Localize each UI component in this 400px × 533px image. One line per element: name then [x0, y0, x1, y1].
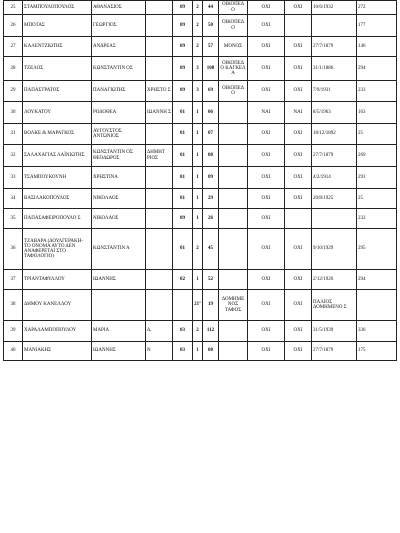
status-a-cell: ΝΑΙ: [248, 102, 285, 124]
status-b-cell: ΟΧΙ: [285, 57, 312, 81]
record-number-cell: 295: [357, 229, 397, 270]
burial-date-cell: 9/10/1929: [312, 229, 357, 270]
grave-number-cell: 26: [203, 209, 219, 229]
record-number-cell: 177: [357, 15, 397, 37]
grave-number-cell: 52: [203, 270, 219, 290]
first-name-cell: [92, 290, 146, 321]
row-code-cell: 2: [193, 15, 203, 37]
status-b-cell: ΟΧΙ: [285, 189, 312, 209]
record-number-cell: 146: [357, 37, 397, 57]
status-a-cell: ΟΧΙ: [248, 145, 285, 167]
row-number: 34: [4, 189, 23, 209]
first-name-cell: ΡΟΔΟΘΕΑ: [92, 102, 146, 124]
section-number-cell: [173, 290, 193, 321]
status-b-cell: ΝΑΙ: [285, 102, 312, 124]
burial-date-cell: 2/12/1926: [312, 270, 357, 290]
burial-date-cell: [312, 15, 357, 37]
row-code-cell: 1: [193, 209, 203, 229]
section-number-cell: 03: [173, 321, 193, 342]
row-code-cell: 3: [193, 57, 203, 81]
table-row: [4, 124, 397, 145]
grave-number-cell: 29: [203, 189, 219, 209]
burial-date-cell: 7/9/1931: [312, 81, 357, 102]
table-row: [4, 270, 397, 290]
table-row: [4, 189, 397, 209]
row-number: 39: [4, 321, 23, 342]
row-code-cell: 2: [193, 321, 203, 342]
status-a-cell: ΟΧΙ: [248, 229, 285, 270]
table-row: [4, 1, 397, 15]
status-a-cell: ΟΧΙ: [248, 209, 285, 229]
burial-date-cell: 31/5/1939: [312, 321, 357, 342]
plot-type-cell: [219, 124, 248, 145]
status-b-cell: ΟΧΙ: [285, 290, 312, 321]
table-row: [4, 102, 397, 124]
plot-type-cell: [219, 321, 248, 342]
plot-type-cell: ΟΙΚΟΠΕΔ Ο: [219, 81, 248, 102]
status-a-cell: ΟΧΙ: [248, 321, 285, 342]
surname-cell: ΒΑΣΙΛΑΚΟΠΟΥΛΟΣ: [23, 189, 92, 209]
status-a-cell: ΟΧΙ: [248, 342, 285, 361]
table-row: [4, 229, 397, 270]
plot-type-cell: [219, 102, 248, 124]
record-number-cell: 163: [357, 102, 397, 124]
grave-number-cell: 08: [203, 145, 219, 167]
father-name-cell: [146, 209, 173, 229]
table-row: [4, 57, 397, 81]
first-name-cell: ΚΩΝΣΤΑΝΤΙΝ Α: [92, 229, 146, 270]
status-a-cell: ΟΧΙ: [248, 167, 285, 189]
father-name-cell: Δ.: [146, 321, 173, 342]
surname-cell: ΜΠΟΤΑΣ: [23, 15, 92, 37]
surname-cell: ΤΖΑΒΑΡΑ (ΔΟΥΛΓΕΡΑΚΗ- ΤΟ ΟΝΟΜΑ ΑΥΤΟ ΔΕΝ ΑΝΑΦΕΡΕΤΑΙ ΣΤΟ ΤΑΦΟΛΟΓΙΟ): [23, 229, 92, 270]
table-row: [4, 145, 397, 167]
row-number: 28: [4, 57, 23, 81]
row-number: 31: [4, 124, 23, 145]
grave-number-cell: 19: [203, 290, 219, 321]
status-a-cell: ΟΧΙ: [248, 290, 285, 321]
father-name-cell: [146, 270, 173, 290]
status-b-cell: [285, 15, 312, 37]
row-code-cell: 1: [193, 124, 203, 145]
surname-cell: ΠΑΠΑΣΑΦΕΙΡΟΠΟΥΛΟ Σ: [23, 209, 92, 229]
burial-date-cell: 20/8/1925: [312, 189, 357, 209]
status-a-cell: ΟΧΙ: [248, 37, 285, 57]
father-name-cell: [146, 15, 173, 37]
grave-number-cell: 06: [203, 102, 219, 124]
status-a-cell: ΟΧΙ: [248, 57, 285, 81]
burial-date-cell: 4/2/1914: [312, 167, 357, 189]
father-name-cell: [146, 124, 173, 145]
status-b-cell: ΟΧΙ: [285, 270, 312, 290]
grave-number-cell: 112: [203, 321, 219, 342]
row-number: 35: [4, 209, 23, 229]
status-b-cell: ΟΧΙ: [285, 229, 312, 270]
grave-number-cell: 08: [203, 342, 219, 361]
status-b-cell: [285, 209, 312, 229]
record-number-cell: 25: [357, 189, 397, 209]
burial-date-cell: ΠΑΛΙΟΣ ΔΟΜΗΜΕΝΟ Σ: [312, 290, 357, 321]
table-row: [4, 321, 397, 342]
burial-date-cell: [312, 209, 357, 229]
record-number-cell: 269: [357, 145, 397, 167]
first-name-cell: ΝΙΚΟΛΑΟΣ: [92, 189, 146, 209]
burial-date-cell: 8/5/1963: [312, 102, 357, 124]
section-number-cell: 03: [173, 342, 193, 361]
row-number: 26: [4, 15, 23, 37]
grave-number-cell: 44: [203, 1, 219, 15]
section-number-cell: 02: [173, 270, 193, 290]
table-row: [4, 15, 397, 37]
table-row: [4, 209, 397, 229]
table-row: [4, 342, 397, 361]
father-name-cell: [146, 37, 173, 57]
grave-number-cell: 45: [203, 229, 219, 270]
section-number-cell: 09: [173, 57, 193, 81]
surname-cell: ΧΑΡΑΛΑΜΠΟΠΟΥΛΟΥ: [23, 321, 92, 342]
father-name-cell: ΔΗΜΗΤ ΡΙΟΣ: [146, 145, 173, 167]
first-name-cell: ΧΡΗΣΤΙΝΑ: [92, 167, 146, 189]
row-code-cell: 1: [193, 270, 203, 290]
surname-cell: ΠΑΠΑΣΤΡΑΤΟΣ: [23, 81, 92, 102]
row-code-cell: 2: [193, 37, 203, 57]
status-b-cell: ΟΧΙ: [285, 342, 312, 361]
record-number-cell: [357, 290, 397, 321]
status-b-cell: ΟΧΙ: [285, 145, 312, 167]
row-code-cell: 1: [193, 167, 203, 189]
status-b-cell: ΟΧΙ: [285, 321, 312, 342]
record-number-cell: 336: [357, 321, 397, 342]
row-number: 36: [4, 229, 23, 270]
record-number-cell: 25: [357, 124, 397, 145]
plot-type-cell: ΟΙΚΟΠΕΔ Ο: [219, 15, 248, 37]
father-name-cell: [146, 290, 173, 321]
status-a-cell: ΟΧΙ: [248, 124, 285, 145]
section-number-cell: 09: [173, 209, 193, 229]
row-code-cell: 3: [193, 81, 203, 102]
row-number: 27: [4, 37, 23, 57]
grave-number-cell: 09: [203, 167, 219, 189]
first-name-cell: ΙΩΑΝΝΗΣ: [92, 342, 146, 361]
grave-number-cell: 57: [203, 37, 219, 57]
plot-type-cell: [219, 342, 248, 361]
record-number-cell: 233: [357, 81, 397, 102]
status-b-cell: ΟΧΙ: [285, 37, 312, 57]
status-b-cell: ΟΧΙ: [285, 81, 312, 102]
row-number: 32: [4, 145, 23, 167]
plot-type-cell: [219, 189, 248, 209]
status-a-cell: ΟΧΙ: [248, 15, 285, 37]
table-row: [4, 81, 397, 102]
row-number: 40: [4, 342, 23, 361]
surname-cell: ΤΡΙΑΝΤΑΦΥΛΛΟΥ: [23, 270, 92, 290]
section-number-cell: 01: [173, 124, 193, 145]
plot-type-cell: [219, 145, 248, 167]
burial-date-cell: 27/7/1879: [312, 37, 357, 57]
row-number: 30: [4, 102, 23, 124]
section-number-cell: 01: [173, 189, 193, 209]
row-code-cell: 1: [193, 189, 203, 209]
row-code-cell: 2: [193, 229, 203, 270]
status-a-cell: ΟΧΙ: [248, 189, 285, 209]
section-number-cell: 01: [173, 145, 193, 167]
row-number: 33: [4, 167, 23, 189]
row-code-cell: 2: [193, 1, 203, 15]
status-a-cell: ΟΧΙ: [248, 81, 285, 102]
grave-number-cell: 50: [203, 15, 219, 37]
surname-cell: ΛΟΥΚΑΤΟΥ: [23, 102, 92, 124]
row-number: 25: [4, 1, 23, 15]
surname-cell: ΣΤΑΜΠΟΥΛΟΠΟΥΛΟΣ: [23, 1, 92, 15]
burial-date-cell: 27/7/1879: [312, 145, 357, 167]
grave-number-cell: 07: [203, 124, 219, 145]
surname-cell: ΔΗΜΟΥ ΚΑΝΕΛΛΟΥ: [23, 290, 92, 321]
first-name-cell: ΚΩΝΣΤΑΝΤΙΝ ΟΣ ΘΕΟΔΩΡΟΣ: [92, 145, 146, 167]
record-number-cell: 294: [357, 57, 397, 81]
plot-type-cell: ΟΙΚΟΠΕΔ Ο ΚΑΓΚΕΛ Α: [219, 57, 248, 81]
table-row: [4, 37, 397, 57]
surname-cell: ΒΟΛΚΕ & ΜΑΡΑΓΚΟΣ: [23, 124, 92, 145]
table-row: [4, 290, 397, 321]
status-a-cell: ΟΧΙ: [248, 1, 285, 15]
father-name-cell: [146, 229, 173, 270]
plot-type-cell: [219, 209, 248, 229]
father-name-cell: Ν: [146, 342, 173, 361]
burial-date-cell: 31/1/1886: [312, 57, 357, 81]
plot-type-cell: ΜΟΝΟΣ: [219, 37, 248, 57]
row-number: 37: [4, 270, 23, 290]
first-name-cell: ΓΕΩΡΓΙΟΣ: [92, 15, 146, 37]
section-number-cell: 09: [173, 37, 193, 57]
plot-type-cell: [219, 270, 248, 290]
row-code-cell: 1: [193, 145, 203, 167]
plot-type-cell: ΔΟΜΗΜΕ ΝΟΣ ΤΑΦΟΣ: [219, 290, 248, 321]
father-name-cell: [146, 1, 173, 15]
father-name-cell: [146, 167, 173, 189]
burial-register-table: [3, 0, 397, 361]
record-number-cell: 272: [357, 1, 397, 15]
row-code-cell: 21º: [193, 290, 203, 321]
record-number-cell: 175: [357, 342, 397, 361]
burial-date-cell: 27/7/1879: [312, 342, 357, 361]
row-code-cell: 1: [193, 102, 203, 124]
section-number-cell: 01: [173, 167, 193, 189]
first-name-cell: ΠΑΝΑΓΙΩΤΗΣ: [92, 81, 146, 102]
first-name-cell: ΙΩΑΝΝΗΣ: [92, 270, 146, 290]
register-rows: [4, 1, 397, 361]
record-number-cell: 294: [357, 270, 397, 290]
table-row: [4, 167, 397, 189]
surname-cell: ΣΑΛΑΧΑΓΙΑΣ ΛΑΪΝΙΩΤΗΣ: [23, 145, 92, 167]
section-number-cell: 09: [173, 15, 193, 37]
grave-number-cell: 108: [203, 57, 219, 81]
plot-type-cell: [219, 229, 248, 270]
section-number-cell: 01: [173, 102, 193, 124]
first-name-cell: ΑΘΑΝΑΣΙΟΣ: [92, 1, 146, 15]
surname-cell: ΤΖΕΛΟΣ: [23, 57, 92, 81]
row-code-cell: 1: [193, 342, 203, 361]
plot-type-cell: [219, 167, 248, 189]
father-name-cell: [146, 57, 173, 81]
father-name-cell: ΙΩΑΝΝΗ Σ: [146, 102, 173, 124]
grave-number-cell: 69: [203, 81, 219, 102]
section-number-cell: 01: [173, 229, 193, 270]
record-number-cell: 293: [357, 167, 397, 189]
status-b-cell: ΟΧΙ: [285, 167, 312, 189]
first-name-cell: ΑΥΓΟΥΣΤΟΣ ΑΝΤΩΝΙΟΣ: [92, 124, 146, 145]
burial-date-cell: 10/6/1932: [312, 1, 357, 15]
surname-cell: ΚΑΛΕΝΤΖΙΩΤΗΣ: [23, 37, 92, 57]
burial-date-cell: 18/12/1892: [312, 124, 357, 145]
surname-cell: ΜΑΝΙΑΚΗΣ: [23, 342, 92, 361]
father-name-cell: [146, 189, 173, 209]
record-number-cell: 232: [357, 209, 397, 229]
first-name-cell: ΜΑΡΙΑ: [92, 321, 146, 342]
first-name-cell: ΝΙΚΟΛΑΟΣ: [92, 209, 146, 229]
surname-cell: ΤΣΑΜΠΟΥΚΟΥΝΗ: [23, 167, 92, 189]
section-number-cell: 09: [173, 81, 193, 102]
status-a-cell: ΟΧΙ: [248, 270, 285, 290]
first-name-cell: ΑΝΔΡΕΑΣ: [92, 37, 146, 57]
plot-type-cell: ΟΙΚΟΠΕΔ Ο: [219, 1, 248, 15]
first-name-cell: ΚΩΝΣΤΑΝΤΙΝ ΟΣ: [92, 57, 146, 81]
status-b-cell: ΟΧΙ: [285, 1, 312, 15]
row-number: 29: [4, 81, 23, 102]
section-number-cell: 09: [173, 1, 193, 15]
status-b-cell: ΟΧΙ: [285, 124, 312, 145]
father-name-cell: ΧΡΗΣΤΟ Σ: [146, 81, 173, 102]
row-number: 38: [4, 290, 23, 321]
